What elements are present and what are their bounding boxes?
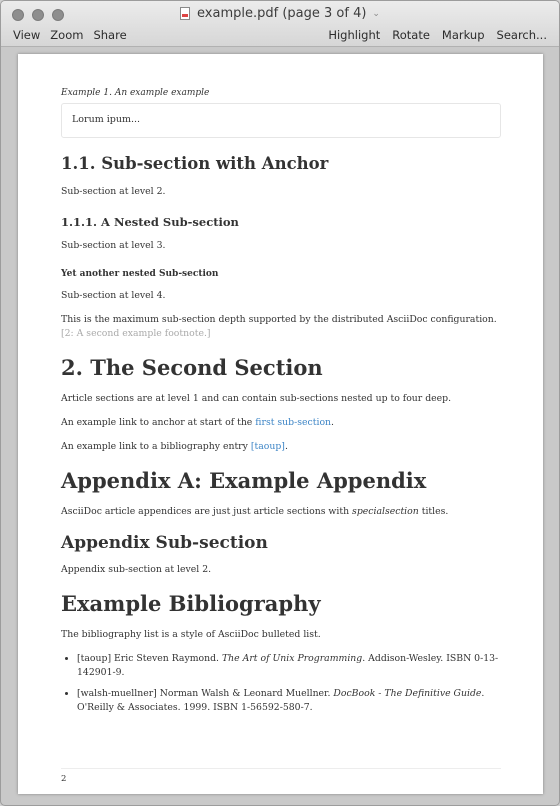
example-caption: Example 1. An example example: [61, 88, 210, 98]
list-item: [77, 652, 501, 680]
bib1-title: The Art of Unix Programming: [221, 653, 363, 664]
zoom-button[interactable]: Zoom: [50, 28, 84, 42]
footnote-ref[interactable]: [2: A second example footnote.]: [61, 328, 211, 339]
highlight-button[interactable]: Highlight: [328, 28, 381, 42]
list-item: [77, 687, 501, 715]
heading-appendix: Appendix A: Example Appendix: [61, 468, 427, 493]
paragraph-level4: Sub-section at level 4.: [61, 290, 166, 301]
appendix-text-a: AsciiDoc article appendices are just just article sections with: [61, 506, 350, 517]
chevron-down-icon[interactable]: ⌄: [372, 8, 380, 19]
bib2-rest: . O'Reilly & Associates. 1999. ISBN 1-56592-580-7.: [77, 688, 485, 713]
paragraph-max-depth: [61, 313, 501, 341]
link-biblio-end: .: [284, 441, 288, 452]
toolbar-right: [328, 28, 547, 42]
paragraph-level3: Sub-section at level 3.: [61, 240, 166, 251]
window-title-text: example.pdf (page 3 of 4): [197, 6, 367, 21]
pdf-page: [18, 54, 543, 794]
paragraph-link-biblio: [61, 440, 501, 454]
page-content: [61, 88, 501, 722]
max-depth-text: This is the maximum sub-section depth supported by the distributed AsciiDoc configuration.: [61, 314, 497, 325]
link-biblio-text: An example link to a bibliography entry: [61, 441, 248, 452]
toolbar-left: [13, 28, 127, 42]
link-anchor-text: An example link to anchor at start of the: [61, 417, 253, 428]
heading-appendix-subsection: Appendix Sub-section: [61, 533, 268, 553]
search-button[interactable]: Search...: [496, 28, 547, 42]
heading-bibliography: Example Bibliography: [61, 591, 321, 616]
rotate-button[interactable]: Rotate: [392, 28, 430, 42]
paragraph-link-anchor: [61, 416, 501, 430]
first-subsection-link[interactable]: first sub-section: [255, 417, 332, 428]
appendix-text-b: titles.: [421, 506, 449, 517]
footer-divider: [61, 768, 501, 769]
bibliography-list: [61, 652, 501, 715]
heading-second-section: 2. The Second Section: [61, 355, 323, 380]
bib1-rest: . Addison-Wesley. ISBN 0-13-142901-9.: [77, 653, 499, 678]
bib1-author: [taoup] Eric Steven Raymond.: [77, 653, 220, 664]
appendix-emphasis: specialsection: [352, 506, 419, 517]
heading-subsection-anchor: 1.1. Sub-section with Anchor: [61, 154, 329, 173]
share-button[interactable]: Share: [93, 28, 127, 42]
page-number: 2: [61, 774, 67, 784]
markup-button[interactable]: Markup: [441, 28, 485, 42]
paragraph-article: Article sections are at level 1 and can contain sub-sections nested up to four deep.: [61, 393, 452, 404]
paragraph-level2: Sub-section at level 2.: [61, 186, 166, 197]
pdf-document-icon: [180, 7, 190, 20]
paragraph-appendix-sub: Appendix sub-section at level 2.: [61, 564, 212, 575]
bib2-author: [walsh-muellner] Norman Walsh & Leonard Muellner.: [77, 688, 331, 699]
bib2-title: DocBook - The Definitive Guide: [333, 688, 482, 699]
heading-yet-another: Yet another nested Sub-section: [61, 269, 219, 279]
heading-nested-subsection: 1.1.1. A Nested Sub-section: [61, 215, 239, 229]
paragraph-bibliography: The bibliography list is a style of AsciiDoc bulleted list.: [61, 629, 321, 640]
title-bar: [1, 1, 559, 47]
window-title[interactable]: [1, 6, 559, 21]
example-block: Lorum ipum...: [61, 103, 501, 138]
view-button[interactable]: View: [13, 28, 41, 42]
paragraph-appendix: [61, 505, 501, 519]
taoup-link[interactable]: [taoup]: [250, 441, 285, 452]
link-anchor-end: .: [331, 417, 334, 428]
